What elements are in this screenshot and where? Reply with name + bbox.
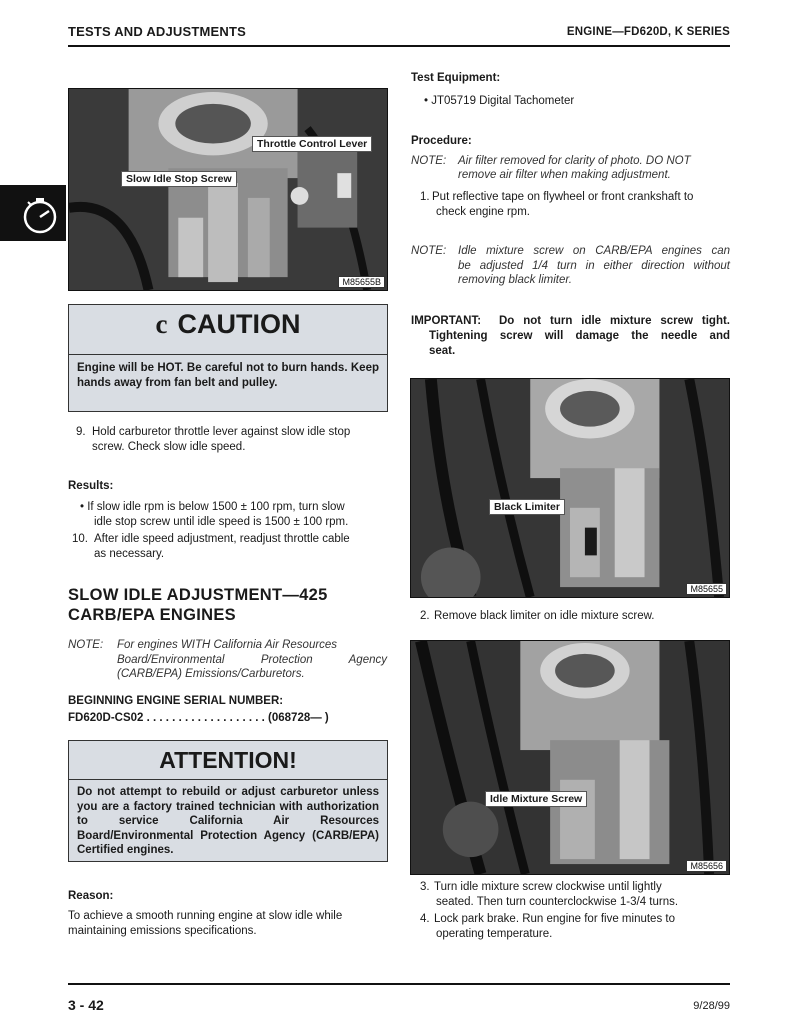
procedure-heading: Procedure: xyxy=(411,135,472,147)
footer-rule xyxy=(68,983,730,985)
serial-heading: BEGINNING ENGINE SERIAL NUMBER: xyxy=(68,695,284,707)
revision-date: 9/28/99 xyxy=(693,1000,730,1012)
results-bullet-line-2: idle stop screw until idle speed is 1500 ± 100 rpm. xyxy=(94,516,349,528)
callout-slow-idle-stop-screw: Slow Idle Stop Screw xyxy=(121,171,237,187)
figure-code: M85656 xyxy=(686,860,727,872)
header-section-title: TESTS AND ADJUSTMENTS xyxy=(68,24,247,39)
callout-black-limiter: Black Limiter xyxy=(489,499,565,515)
step-2: 2. Remove black limiter on idle mixture screw. xyxy=(420,610,655,622)
results-bullet-line-1: • If slow idle rpm is below 1500 ± 100 rpm, turn slow xyxy=(80,501,345,513)
serial-number-line: FD620D-CS02 . . . . . . . . . . . . . . . . . . . (068728— ) xyxy=(68,712,329,724)
caution-symbol: c xyxy=(155,309,168,339)
tachometer-icon xyxy=(0,185,66,241)
important-line-3: seat. xyxy=(429,345,456,357)
step-9: 9. Hold carburetor throttle lever against slow idle stop screw. Check slow idle speed. xyxy=(76,426,351,453)
test-equipment-heading: Test Equipment: xyxy=(411,72,501,84)
section-title-line-1: SLOW IDLE ADJUSTMENT—425 xyxy=(68,586,328,604)
section-title-line-2: CARB/EPA ENGINES xyxy=(68,606,236,624)
attention-box xyxy=(68,740,388,862)
carburetor-photo-1 xyxy=(68,88,388,291)
caution-text: Engine will be HOT. Be careful not to burn hands. Keep hands away from fan belt and pulley. xyxy=(77,362,379,389)
callout-throttle-control-lever: Throttle Control Lever xyxy=(252,136,372,152)
note2-label: NOTE: xyxy=(411,245,447,257)
carburetor-photo-2 xyxy=(410,378,730,598)
note1-line-1: Air filter removed for clarity of photo. DO NOT xyxy=(458,155,691,167)
important-label: IMPORTANT: xyxy=(411,315,482,327)
attention-text: Do not attempt to rebuild or adjust carburetor unless you are a factory trained technician with authorization to service California Air Resources Board/Environmental Protection Agency (CARB/EPA) Certified engines. xyxy=(77,786,379,856)
reason-heading: Reason: xyxy=(68,890,114,902)
attention-divider xyxy=(69,779,387,780)
carburetor-photo-3 xyxy=(410,640,730,875)
note1-label: NOTE: xyxy=(411,155,447,167)
note2-line-1: Idle mixture screw on CARB/EPA engines can xyxy=(458,245,730,257)
header-manual-title: ENGINE—FD620D, K SERIES xyxy=(566,26,730,38)
note-line-1: For engines WITH California Air Resources xyxy=(117,639,338,651)
step-10: 10. After idle speed adjustment, readjust throttle cable as necessary. xyxy=(72,533,350,560)
page-number: 3 - 42 xyxy=(68,997,104,1013)
section-tab-marker xyxy=(0,185,66,241)
step-1: 1. Put reflective tape on flywheel or front crankshaft to check engine rpm. xyxy=(420,191,694,218)
step-4: 4. Lock park brake. Run engine for five minutes to operating temperature. xyxy=(420,913,675,940)
note-label: NOTE: xyxy=(68,639,104,651)
important-line-2: Tightening screw will damage the needle and xyxy=(429,330,730,342)
reason-line-1: To achieve a smooth running engine at slow idle while xyxy=(68,910,343,922)
caution-box xyxy=(68,304,388,412)
important-line-1: Do not turn idle mixture screw tight. xyxy=(499,315,730,327)
callout-idle-mixture-screw: Idle Mixture Screw xyxy=(485,791,587,807)
note1-line-2: remove air filter when making adjustment. xyxy=(458,169,671,181)
attention-title: ATTENTION! xyxy=(159,747,297,773)
reason-line-2: maintaining emissions specifications. xyxy=(68,925,257,937)
caution-divider xyxy=(69,354,387,355)
note-line-3: (CARB/EPA) Emissions/Carburetors. xyxy=(117,668,305,680)
note2-line-2: be adjusted 1/4 turn in either direction without xyxy=(458,260,730,272)
note2-line-3: removing black limiter. xyxy=(458,274,572,286)
note-line-2: Board/Environmental Protection Agency xyxy=(117,654,387,666)
step-3: 3. Turn idle mixture screw clockwise until lightly seated. Then turn counterclockwise 1-3/4 turns. xyxy=(420,881,679,908)
results-heading: Results: xyxy=(68,480,114,492)
header-rule xyxy=(68,45,730,47)
figure-code: M85655B xyxy=(338,276,385,288)
caution-title: c CAUTION xyxy=(155,309,301,339)
figure-code: M85655 xyxy=(686,583,727,595)
test-equipment-item: • JT05719 Digital Tachometer xyxy=(424,95,575,107)
